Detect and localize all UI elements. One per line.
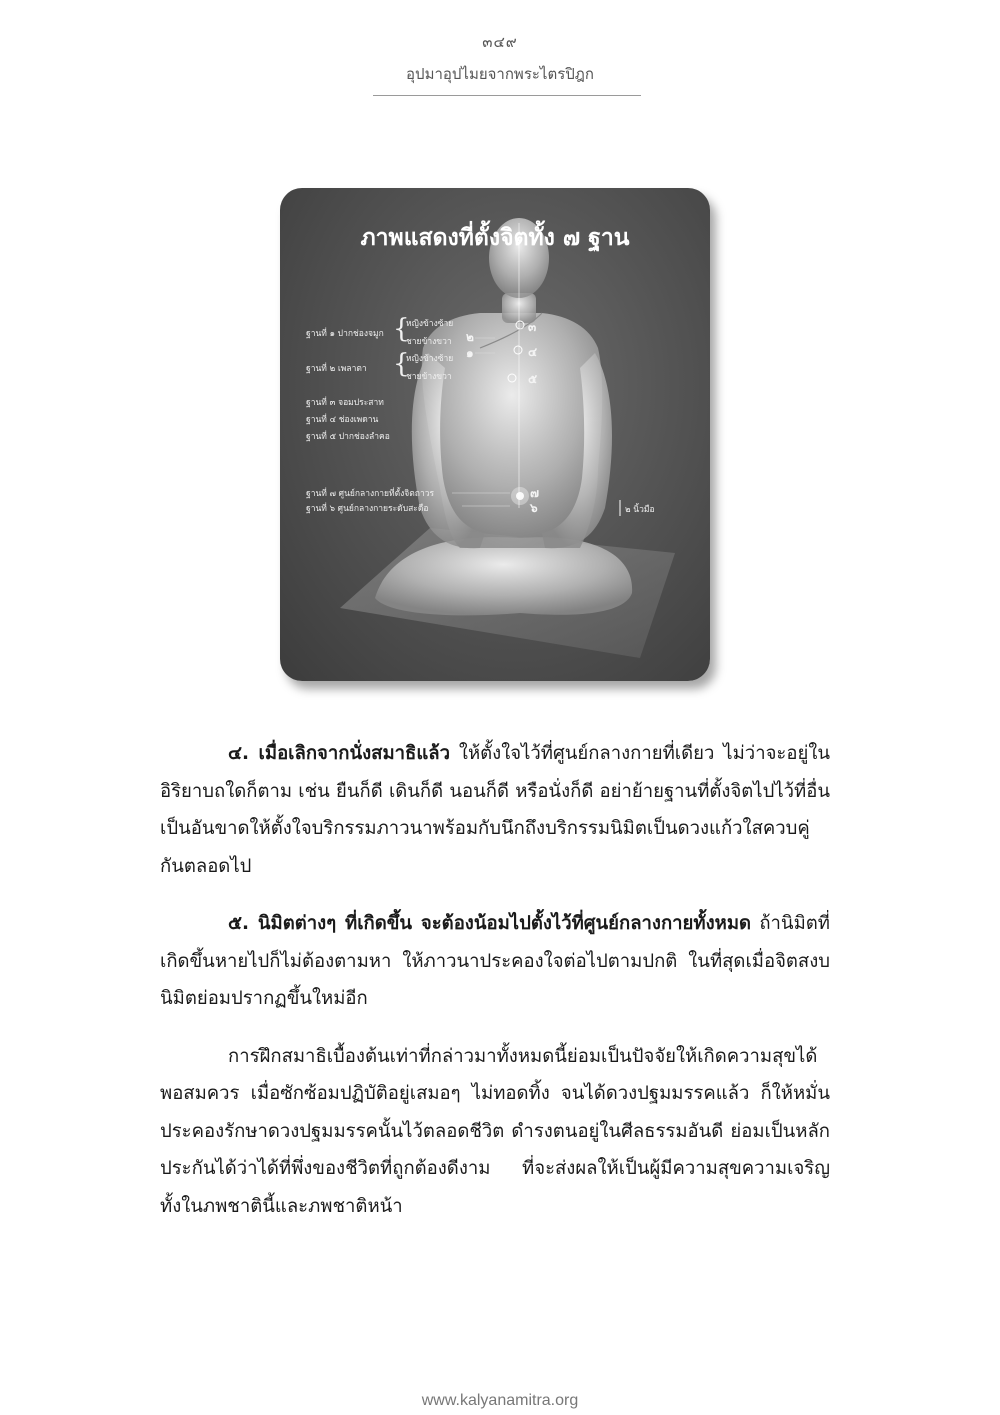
header-divider — [373, 95, 641, 96]
paragraph-4-heading: ๔. เมื่อเลิกจากนั่งสมาธิแล้ว — [228, 743, 450, 764]
marker-2: ๒ — [466, 330, 474, 344]
figure-title: ภาพแสดงที่ตั้งจิตทั้ง ๗ ฐาน — [360, 225, 630, 251]
label-base-1-upper: หญิงข้างซ้าย — [406, 319, 454, 329]
book-title: อุปมาอุปไมยจากพระไตรปิฎก — [406, 65, 594, 83]
label-base-4: ฐานที่ ๔ ช่องเพดาน — [306, 415, 379, 425]
marker-3: ๓ — [528, 320, 537, 334]
label-finger-width: ๒ นิ้วมือ — [625, 505, 655, 515]
paragraph-summary — [160, 1038, 830, 1226]
paragraph-5-text: ถ้านิมิตที่เกิดขึ้นหายไปก็ไม่ต้องตามหา ให้ภาวนาประคองใจต่อไปตามปกติ ในที่สุดเมื่อจิตสงบนิมิตย่อมปรากฏขึ้นใหม่อีก — [160, 913, 830, 1009]
brace-base-1: { — [393, 314, 410, 344]
label-base-1: ฐานที่ ๑ ปากช่องจมูก — [306, 329, 384, 339]
marker-4: ๔ — [528, 345, 538, 359]
label-base-2-lower: ชายข้างขวา — [406, 372, 452, 382]
paragraph-4 — [160, 735, 830, 885]
marker-7: ๗ — [530, 486, 540, 500]
label-base-3: ฐานที่ ๓ จอมประสาท — [306, 398, 384, 408]
paragraph-summary-text: การฝึกสมาธิเบื้องต้นเท่าที่กล่าวมาทั้งหมดนี้ย่อมเป็นปัจจัยให้เกิดความสุขได้พอสมควร เมื่อซักซ้อมปฏิบัติอยู่เสมอๆ ไม่ทอดทิ้ง จนได้ดวงปฐมมรรคแล้ว ก็ให้หมั่นประคองรักษาดวงปฐมมรรคนั้นไว้ตลอดชีวิต ดำรงตนอยู่ในศีลธรรมอันดี ย่อมเป็นหลักประกันได้ว่าได้ที่พึ่งของชีวิตที่ถูกต้องดีงาม ที่จะส่งผลให้เป็นผู้มีความสุขความเจริญ ทั้งในภพชาตินี้และภพชาติหน้า — [160, 1045, 830, 1217]
center-point — [516, 492, 524, 500]
marker-1: ๑ — [466, 346, 474, 360]
marker-5: ๕ — [528, 372, 538, 386]
page-number: ๓๔๙ — [482, 33, 518, 51]
page-header — [0, 30, 1000, 86]
label-base-7: ฐานที่ ๗ ศูนย์กลางกายที่ตั้งจิตถาวร — [306, 489, 435, 499]
label-base-6: ฐานที่ ๖ ศูนย์กลางกายระดับสะดือ — [306, 504, 429, 514]
label-base-5: ฐานที่ ๕ ปากช่องลำคอ — [306, 432, 390, 442]
paragraph-5-heading: ๕. นิมิตต่างๆ ที่เกิดขึ้น จะต้องน้อมไปตั้งไว้ที่ศูนย์กลางกายทั้งหมด — [228, 913, 752, 934]
body-text — [160, 735, 830, 1245]
brace-base-2: { — [393, 349, 410, 379]
meditation-bases-figure — [280, 188, 710, 681]
label-base-2: ฐานที่ ๒ เพลาตา — [306, 364, 367, 374]
label-base-1-lower: ชายข้างขวา — [406, 337, 452, 347]
paragraph-4-text: ให้ตั้งใจไว้ที่ศูนย์กลางกายที่เดียว ไม่ว่าจะอยู่ในอิริยาบถใดก็ตาม เช่น ยืนก็ดี เดินก็ดี นอนก็ดี หรือนั่งก็ดี อย่าย้ายฐานที่ตั้งจิตไปไว้ที่อื่นเป็นอันขาดให้ตั้งใจบริกรรมภาวนาพร้อมกับนึกถึงบริกรรมนิมิตเป็นดวงแก้วใสควบคู่กันตลอดไป — [160, 743, 830, 877]
paragraph-5 — [160, 905, 830, 1018]
marker-6: ๖ — [530, 501, 538, 515]
label-base-2-upper: หญิงข้างซ้าย — [406, 354, 454, 364]
footer-url: www.kalyanamitra.org — [421, 1392, 579, 1409]
